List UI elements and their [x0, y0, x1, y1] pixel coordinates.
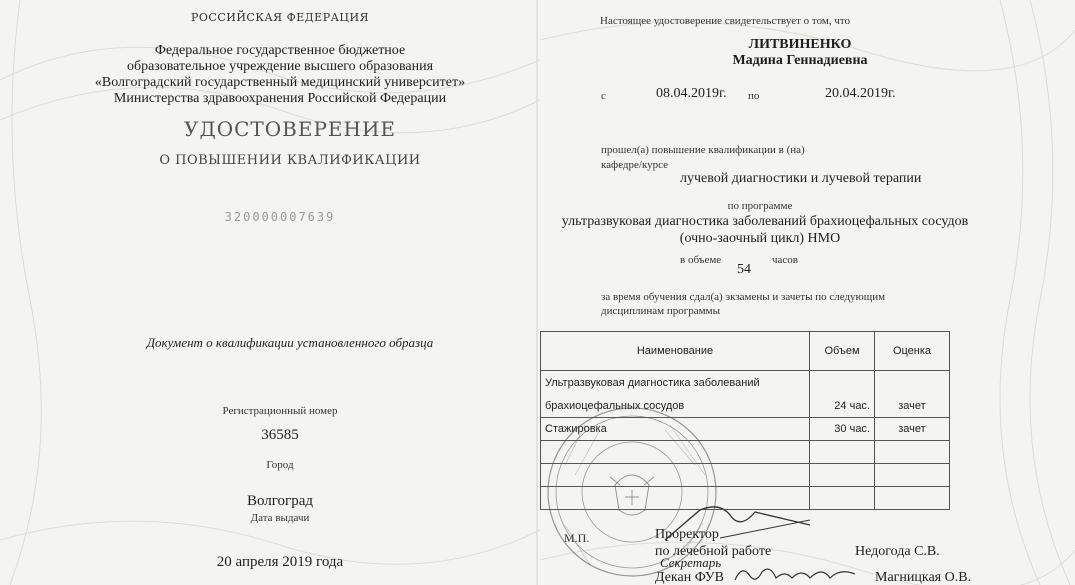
issue-date-label: Дата выдачи	[250, 512, 310, 524]
table-cell-grade: зачет	[875, 395, 950, 418]
city-label: Город	[266, 459, 294, 471]
dean-signature	[730, 562, 860, 585]
dean-name: Магницкая О.В.	[875, 570, 972, 585]
table-cell-grade: зачет	[875, 418, 950, 441]
country-header: РОССИЙСКАЯ ФЕДЕРАЦИЯ	[190, 11, 369, 24]
org-line-4: Министерства здравоохранения Российской Федерации	[113, 91, 447, 106]
date-to: 20.04.2019г.	[825, 86, 896, 101]
table-cell-volume	[810, 441, 875, 464]
table-cell-volume	[810, 464, 875, 487]
prorector-role: по лечебной работе	[655, 544, 772, 559]
department-name: лучевой диагностики и лучевой терапии	[680, 171, 922, 186]
program-line-1: ультразвуковая диагностика заболеваний брахиоцефальных сосудов	[561, 214, 969, 229]
from-label: с	[601, 90, 606, 102]
table-header-row	[541, 332, 950, 371]
org-line-1: Федеральное государственное бюджетное	[154, 43, 406, 58]
document-subtitle: О ПОВЫШЕНИИ КВАЛИФИКАЦИИ	[159, 153, 421, 168]
reg-number-label: Регистрационный номер	[222, 405, 338, 417]
table-header-volume: Объем	[810, 332, 875, 371]
dean-title: Декан ФУВ	[655, 570, 724, 585]
hours-value: 54	[737, 262, 751, 277]
table-cell-name: Ультразвуковая диагностика заболеваний	[541, 371, 810, 396]
city: Волгоград	[246, 493, 313, 509]
table-cell-grade	[875, 441, 950, 464]
table-cell-volume: 30 час.	[810, 418, 875, 441]
holder-surname: ЛИТВИНЕНКО	[748, 37, 852, 52]
document-type: Документ о квалификации установленного образца	[146, 335, 434, 350]
table-cell-grade	[875, 371, 950, 396]
exams-line-1: за время обучения сдал(а) экзамены и зачеты по следующим	[601, 291, 886, 303]
reg-number: 36585	[261, 427, 299, 443]
program-line-2: (очно-заочный цикл) НМО	[679, 231, 841, 246]
to-label: по	[748, 90, 760, 102]
secretary-title: Секретарь	[660, 555, 722, 570]
table-row	[541, 371, 950, 396]
table-header-name: Наименование	[541, 332, 810, 371]
table-cell-grade	[875, 487, 950, 510]
table-cell-volume	[810, 371, 875, 396]
table-header-grade: Оценка	[875, 332, 950, 371]
issue-date: 20 апреля 2019 года	[216, 554, 344, 570]
volume-label: в объеме	[680, 254, 722, 266]
serial-number: 320000007639	[224, 210, 336, 224]
document-title: УДОСТОВЕРЕНИЕ	[184, 117, 396, 141]
date-from: 08.04.2019г.	[656, 86, 727, 101]
seal-mark: М.П.	[564, 531, 590, 545]
program-label: по программе	[727, 200, 793, 212]
hours-label: часов	[772, 254, 798, 266]
org-line-2: образовательное учреждение высшего образования	[126, 59, 434, 74]
table-cell-grade	[875, 464, 950, 487]
table-cell-volume: 24 час.	[810, 395, 875, 418]
department-label: кафедре/курсе	[601, 159, 669, 171]
exams-line-2: дисциплинам программы	[601, 305, 720, 317]
prorector-name: Недогода С.В.	[855, 544, 940, 559]
intro-line: Настоящее удостоверение свидетельствует о том, что	[600, 15, 851, 27]
table-cell-name: Стажировка	[541, 418, 810, 441]
passed-line: прошел(а) повышение квалификации в (на)	[601, 144, 805, 156]
table-cell-name: брахиоцефальных сосудов	[541, 395, 810, 418]
prorector-title: Проректор	[655, 527, 719, 542]
org-line-3: «Волгоградский государственный медицинский университет»	[94, 75, 466, 90]
prorector-signature	[660, 500, 820, 545]
holder-given-names: Мадина Геннадиевна	[732, 53, 868, 68]
